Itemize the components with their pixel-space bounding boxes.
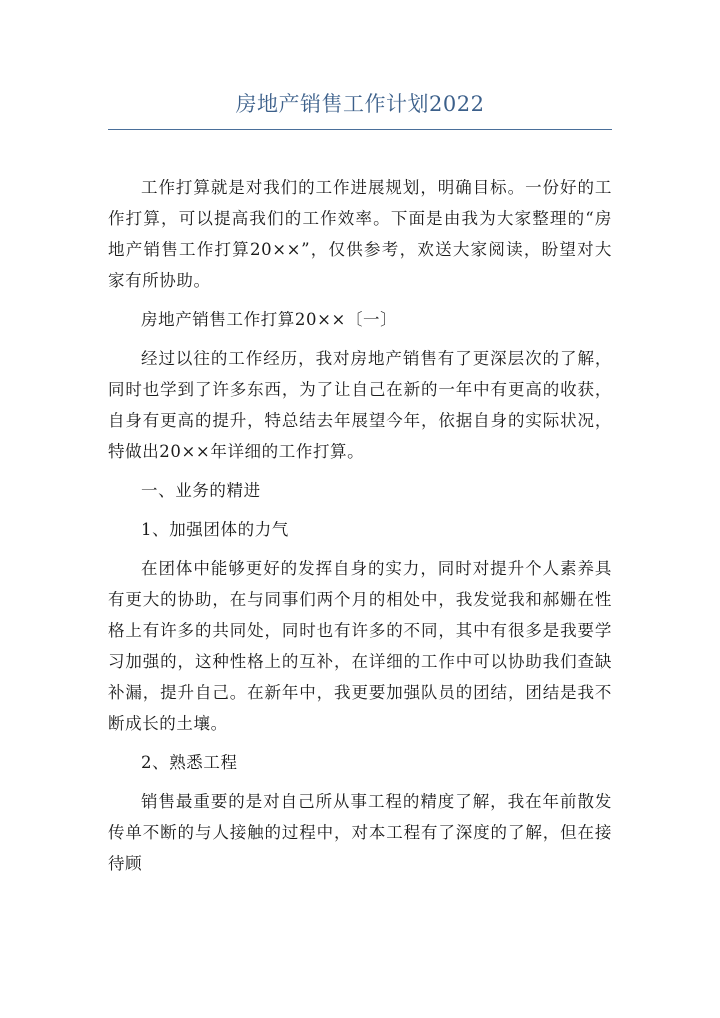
overview-paragraph: 经过以往的工作经历，我对房地产销售有了更深层次的了解，同时也学到了许多东西，为了让自己在新的一年中有更高的收获，自身有更高的提升，特总结去年展望今年，依据自身的实际状况，特做出20××年详细的工作打算。 xyxy=(108,349,612,461)
section-heading-plan-one: 房地产销售工作打算20××〔一〕 xyxy=(141,310,398,329)
title-divider xyxy=(108,129,612,130)
document-body xyxy=(108,172,612,887)
project-paragraph: 销售最重要的是对自己所从事工程的精度了解，我在年前散发传单不断的与人接触的过程中，对本工程有了深度的了解，但在接待顾 xyxy=(108,792,612,873)
heading-know-project: 2、熟悉工程 xyxy=(141,753,238,772)
team-paragraph: 在团体中能够更好的发挥自身的实力，同时对提升个人素养具有更大的协助，在与同事们两个月的相处中，我发觉我和郝姗在性格上有许多的共同处，同时也有许多的不同，其中有很多是我要学习加强的，这种性格上的互补，在详细的工作中可以协助我们查缺补漏，提升自己。在新年中，我更要加强队员的团结，团结是我不断成长的土壤。 xyxy=(108,559,612,733)
heading-strengthen-team: 1、加强团体的力气 xyxy=(141,520,289,539)
heading-business-improvement: 一、业务的精进 xyxy=(141,481,261,500)
intro-paragraph: 工作打算就是对我们的工作进展规划，明确目标。一份好的工作打算，可以提高我们的工作效率。下面是由我为大家整理的“房地产销售工作打算20××”，仅供参考，欢送大家阅读，盼望对大家有所协助。 xyxy=(108,178,612,290)
document-title: 房地产销售工作计划2022 xyxy=(235,92,485,116)
